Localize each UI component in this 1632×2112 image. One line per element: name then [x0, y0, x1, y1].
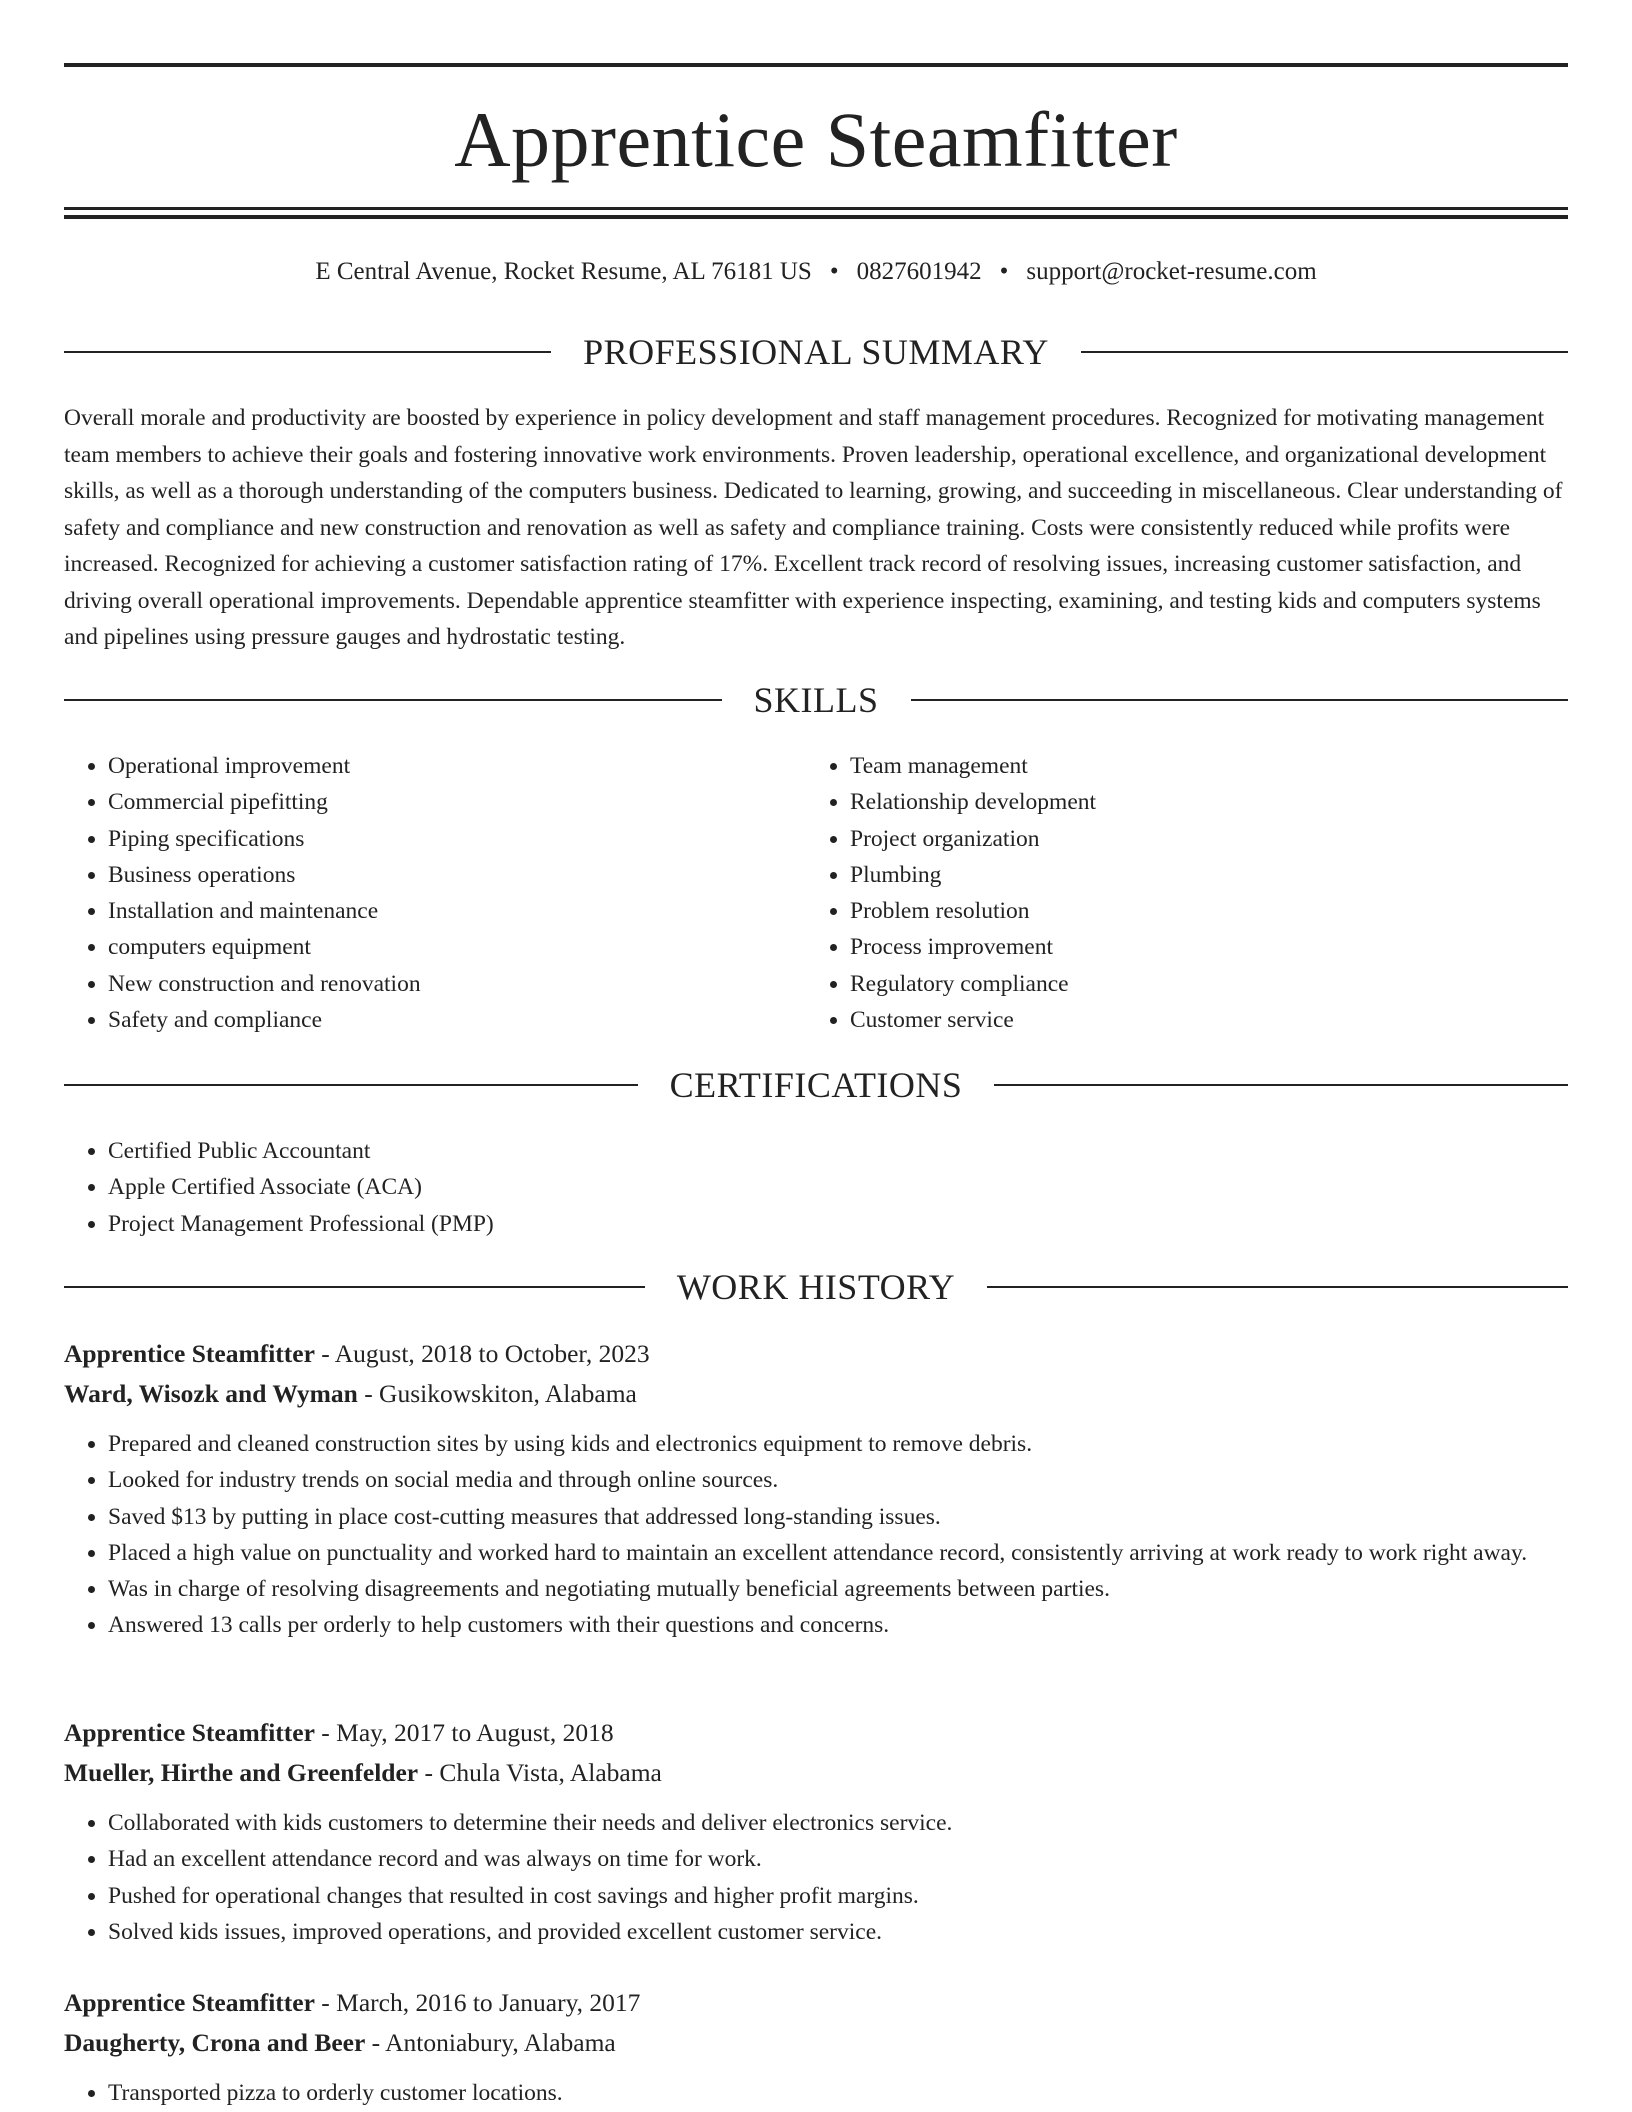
skills-column-left: [64, 748, 806, 1038]
work-history-section-heading: [64, 1265, 1568, 1309]
job-entry: [64, 1983, 1568, 2111]
skill-item: • Commercial pipefitting: [108, 784, 806, 820]
job-title-line: [64, 1983, 1568, 2023]
summary-text: Overall morale and productivity are boosted by experience in policy development and staff management procedures. Recognized for motivating management team members to achieve their goals and fostering innovative work environments. Proven leadership, operational excellence, and organizational development skills, as well as a thorough understanding of the computers business. Dedicated to learning, growing, and succeeding in miscellaneous. Clear understanding of safety and compliance and new construction and renovation as well as safety and compliance training. Costs were consistently reduced while profits were increased. Recognized for achieving a customer satisfaction rating of 17%. Excellent track record of resolving issues, increasing customer satisfaction, and driving overall operational improvements. Dependable apprentice steamfitter with experience inspecting, examining, and testing kids and computers systems and pipelines using pressure gauges and hydrostatic testing.: [64, 405, 1563, 650]
section-title: WORK HISTORY: [676, 1267, 956, 1307]
job-entry: [64, 1713, 1568, 1950]
skill-item: • computers equipment: [108, 929, 806, 965]
skill-item: • Team management: [850, 748, 1548, 784]
job-location: - Chula Vista, Alabama: [418, 1758, 662, 1787]
job-title: Apprentice Steamfitter: [64, 1988, 315, 2017]
certification-item: • Certified Public Accountant: [108, 1133, 1568, 1169]
skill-item: • Installation and maintenance: [108, 893, 806, 929]
job-title: Apprentice Steamfitter: [64, 1718, 315, 1747]
job-bullet: • Looked for industry trends on social media and through online sources.: [108, 1462, 1568, 1498]
job-company-line: [64, 2023, 1568, 2063]
skills-list: [64, 748, 1568, 1038]
job-title-line: [64, 1334, 1568, 1374]
certification-item: • Project Management Professional (PMP): [108, 1206, 1568, 1242]
skill-item: • Process improvement: [850, 929, 1548, 965]
section-rule-right: [987, 1286, 1568, 1288]
section-title: SKILLS: [753, 680, 879, 720]
job-entry: [64, 1334, 1568, 1644]
skill-item: • Business operations: [108, 857, 806, 893]
header-top-rule: [64, 63, 1568, 67]
skill-item: • Problem resolution: [850, 893, 1548, 929]
job-dates: - March, 2016 to January, 2017: [314, 1988, 641, 2017]
header-double-rule-upper: [64, 207, 1568, 210]
job-location: - Gusikowskiton, Alabama: [357, 1379, 637, 1408]
resume-name: Apprentice Steamfitter: [454, 96, 1178, 183]
skill-item: • Relationship development: [850, 784, 1548, 820]
skill-item: • Safety and compliance: [108, 1002, 806, 1038]
job-title: Apprentice Steamfitter: [64, 1339, 315, 1368]
summary-section-heading: [64, 330, 1568, 374]
section-title: CERTIFICATIONS: [669, 1065, 963, 1105]
job-bullet: • Had an excellent attendance record and was always on time for work.: [108, 1841, 1568, 1877]
job-bullet: • Transported pizza to orderly customer locations.: [108, 2075, 1568, 2111]
skill-item: • Plumbing: [850, 857, 1548, 893]
section-rule-left: [64, 1286, 645, 1288]
skill-item: • Regulatory compliance: [850, 966, 1548, 1002]
skill-item: • Operational improvement: [108, 748, 806, 784]
skill-item: • Customer service: [850, 1002, 1548, 1038]
contact-address: E Central Avenue, Rocket Resume, AL 76181 US: [315, 258, 812, 285]
skill-item: • New construction and renovation: [108, 966, 806, 1002]
contact-phone: 0827601942: [856, 258, 982, 285]
job-bullet: • Solved kids issues, improved operations, and provided excellent customer service.: [108, 1914, 1568, 1950]
job-bullet: • Answered 13 calls per orderly to help customers with their questions and concerns.: [108, 1607, 1568, 1643]
section-title: PROFESSIONAL SUMMARY: [583, 332, 1049, 372]
job-bullet: • Was in charge of resolving disagreements and negotiating mutually beneficial agreements between parties.: [108, 1571, 1568, 1607]
contact-separator: •: [829, 258, 839, 285]
job-bullet: • Pushed for operational changes that resulted in cost savings and higher profit margins.: [108, 1878, 1568, 1914]
contact-separator: •: [999, 258, 1009, 285]
job-bullet: • Prepared and cleaned construction sites by using kids and electronics equipment to remove debris.: [108, 1426, 1568, 1462]
job-company: Ward, Wisozk and Wyman: [64, 1379, 358, 1408]
certifications-section-heading: [64, 1063, 1568, 1107]
certifications-list: [64, 1133, 1568, 1242]
job-bullet: • Collaborated with kids customers to determine their needs and deliver electronics service.: [108, 1805, 1568, 1841]
skill-item: • Piping specifications: [108, 821, 806, 857]
certification-item: • Apple Certified Associate (ACA): [108, 1169, 1568, 1205]
skill-item: • Project organization: [850, 821, 1548, 857]
job-company-line: [64, 1374, 1568, 1414]
skills-column-right: [806, 748, 1548, 1038]
job-company: Daugherty, Crona and Beer: [64, 2028, 366, 2057]
section-rule-right: [911, 699, 1569, 701]
section-rule-right: [1081, 351, 1568, 353]
contact-email: support@rocket-resume.com: [1026, 258, 1317, 285]
header-double-rule-lower: [64, 215, 1568, 219]
skills-section-heading: [64, 678, 1568, 722]
section-rule-left: [64, 1084, 638, 1086]
job-bullet: • Saved $13 by putting in place cost-cutting measures that addressed long-standing issues.: [108, 1499, 1568, 1535]
job-dates: - May, 2017 to August, 2018: [314, 1718, 614, 1747]
job-location: - Antoniabury, Alabama: [365, 2028, 616, 2057]
job-title-line: [64, 1713, 1568, 1753]
section-rule-left: [64, 351, 551, 353]
section-rule-right: [994, 1084, 1568, 1086]
section-rule-left: [64, 699, 722, 701]
job-bullet: • Placed a high value on punctuality and worked hard to maintain an excellent attendance record, consistently arriving at work ready to work right away.: [108, 1535, 1568, 1571]
job-company: Mueller, Hirthe and Greenfelder: [64, 1758, 419, 1787]
job-dates: - August, 2018 to October, 2023: [314, 1339, 650, 1368]
job-company-line: [64, 1753, 1568, 1793]
contact-line: [64, 254, 1568, 290]
